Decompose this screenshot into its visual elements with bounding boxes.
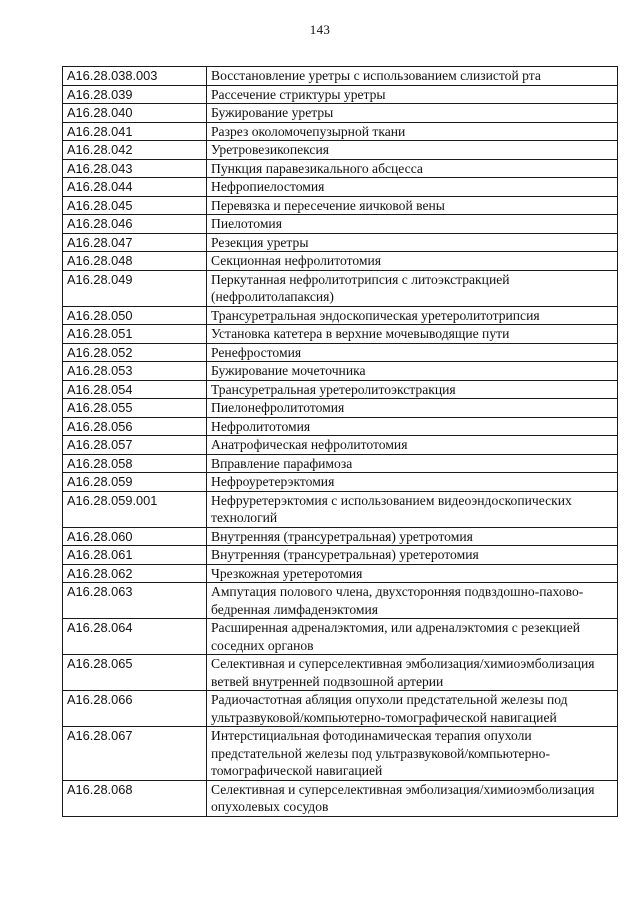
table-row [63, 583, 618, 619]
procedure-code: A16.28.055 [63, 399, 207, 418]
procedure-code: A16.28.039 [63, 85, 207, 104]
procedure-name: Установка катетера в верхние мочевыводящие пути [207, 325, 618, 344]
procedure-code: A16.28.065 [63, 655, 207, 691]
procedure-name: Перевязка и пересечение яичковой вены [207, 196, 618, 215]
procedure-name: Рассечение стриктуры уретры [207, 85, 618, 104]
table-row [63, 546, 618, 565]
procedure-code: A16.28.040 [63, 104, 207, 123]
procedure-code: A16.28.058 [63, 454, 207, 473]
table-body [63, 67, 618, 817]
procedure-code: A16.28.044 [63, 178, 207, 197]
procedure-code: A16.28.068 [63, 780, 207, 816]
procedure-code: A16.28.042 [63, 141, 207, 160]
procedure-name: Резекция уретры [207, 233, 618, 252]
procedure-name: Внутренняя (трансуретральная) уретеротомия [207, 546, 618, 565]
procedure-name: Ренефростомия [207, 343, 618, 362]
procedure-code: A16.28.041 [63, 122, 207, 141]
procedure-name: Нефропиелостомия [207, 178, 618, 197]
table-row [63, 362, 618, 381]
procedure-code: A16.28.050 [63, 306, 207, 325]
procedure-code: A16.28.047 [63, 233, 207, 252]
procedure-name: Селективная и суперселективная эмболизация/химиоэмболизация опухолевых сосудов [207, 780, 618, 816]
procedure-codes-table [62, 66, 618, 817]
procedure-name: Бужирование уретры [207, 104, 618, 123]
procedure-name: Расширенная адреналэктомия, или адреналэктомия с резекцией соседних органов [207, 619, 618, 655]
procedure-code: A16.28.045 [63, 196, 207, 215]
procedure-code: A16.28.056 [63, 417, 207, 436]
procedure-code: A16.28.067 [63, 727, 207, 781]
procedure-code: A16.28.038.003 [63, 67, 207, 86]
table-row [63, 727, 618, 781]
table-row [63, 67, 618, 86]
procedure-name: Восстановление уретры с использованием слизистой рта [207, 67, 618, 86]
procedure-name: Ампутация полового члена, двухсторонняя подвздошно-пахово-бедренная лимфаденэктомия [207, 583, 618, 619]
table-row [63, 399, 618, 418]
table-row [63, 270, 618, 306]
procedure-code: A16.28.051 [63, 325, 207, 344]
table-row [63, 325, 618, 344]
procedure-code: A16.28.060 [63, 527, 207, 546]
procedure-name: Разрез околомочепузырной ткани [207, 122, 618, 141]
table-row [63, 380, 618, 399]
procedure-name: Чрезкожная уретеротомия [207, 564, 618, 583]
procedure-name: Секционная нефролитотомия [207, 252, 618, 271]
procedure-name: Внутренняя (трансуретральная) уретротомия [207, 527, 618, 546]
procedure-code: A16.28.059 [63, 473, 207, 492]
table-row [63, 564, 618, 583]
procedure-name: Селективная и суперселективная эмболизация/химиоэмболизация ветвей внутренней подвзошной артерии [207, 655, 618, 691]
table-row [63, 691, 618, 727]
procedure-code: A16.28.061 [63, 546, 207, 565]
table-row [63, 252, 618, 271]
procedure-name: Пункция паравезикального абсцесса [207, 159, 618, 178]
procedure-name: Уретровезикопексия [207, 141, 618, 160]
procedure-name: Трансуретральная эндоскопическая уретеролитотрипсия [207, 306, 618, 325]
table-row [63, 196, 618, 215]
procedure-code: A16.28.066 [63, 691, 207, 727]
table-row [63, 436, 618, 455]
table-row [63, 454, 618, 473]
table-row [63, 491, 618, 527]
procedure-code: A16.28.057 [63, 436, 207, 455]
procedure-code: A16.28.046 [63, 215, 207, 234]
table-row [63, 527, 618, 546]
procedure-code: A16.28.049 [63, 270, 207, 306]
table-row [63, 306, 618, 325]
procedure-name: Бужирование мочеточника [207, 362, 618, 381]
table-row [63, 159, 618, 178]
procedure-code: A16.28.059.001 [63, 491, 207, 527]
procedure-code: A16.28.048 [63, 252, 207, 271]
table-row [63, 122, 618, 141]
page-number: 143 [309, 22, 331, 37]
table-row [63, 343, 618, 362]
table-row [63, 619, 618, 655]
procedure-code: A16.28.062 [63, 564, 207, 583]
procedure-name: Интерстициальная фотодинамическая терапия опухоли предстательной железы под ультразвуковой/компьютерно-томографической навигацией [207, 727, 618, 781]
table-row [63, 141, 618, 160]
table-row [63, 473, 618, 492]
procedure-code: A16.28.064 [63, 619, 207, 655]
procedure-code: A16.28.043 [63, 159, 207, 178]
procedure-name: Анатрофическая нефролитотомия [207, 436, 618, 455]
procedure-name: Пиелотомия [207, 215, 618, 234]
procedure-code: A16.28.053 [63, 362, 207, 381]
table-row [63, 780, 618, 816]
table-row [63, 233, 618, 252]
table-row [63, 104, 618, 123]
procedure-name: Нефруретерэктомия с использованием видеоэндоскопических технологий [207, 491, 618, 527]
table-row [63, 417, 618, 436]
procedure-name: Нефроуретерэктомия [207, 473, 618, 492]
procedure-code: A16.28.054 [63, 380, 207, 399]
procedure-name: Перкутанная нефролитотрипсия с литоэкстракцией (нефролитолапаксия) [207, 270, 618, 306]
table-row [63, 178, 618, 197]
table-row [63, 215, 618, 234]
procedure-name: Вправление парафимоза [207, 454, 618, 473]
table-row [63, 85, 618, 104]
procedure-name: Нефролитотомия [207, 417, 618, 436]
table-row [63, 655, 618, 691]
procedure-code: A16.28.052 [63, 343, 207, 362]
procedure-name: Пиелонефролитотомия [207, 399, 618, 418]
procedure-name: Трансуретральная уретеролитоэкстракция [207, 380, 618, 399]
procedure-code: A16.28.063 [63, 583, 207, 619]
procedure-name: Радиочастотная абляция опухоли предстательной железы под ультразвуковой/компьютерно-томографической навигацией [207, 691, 618, 727]
